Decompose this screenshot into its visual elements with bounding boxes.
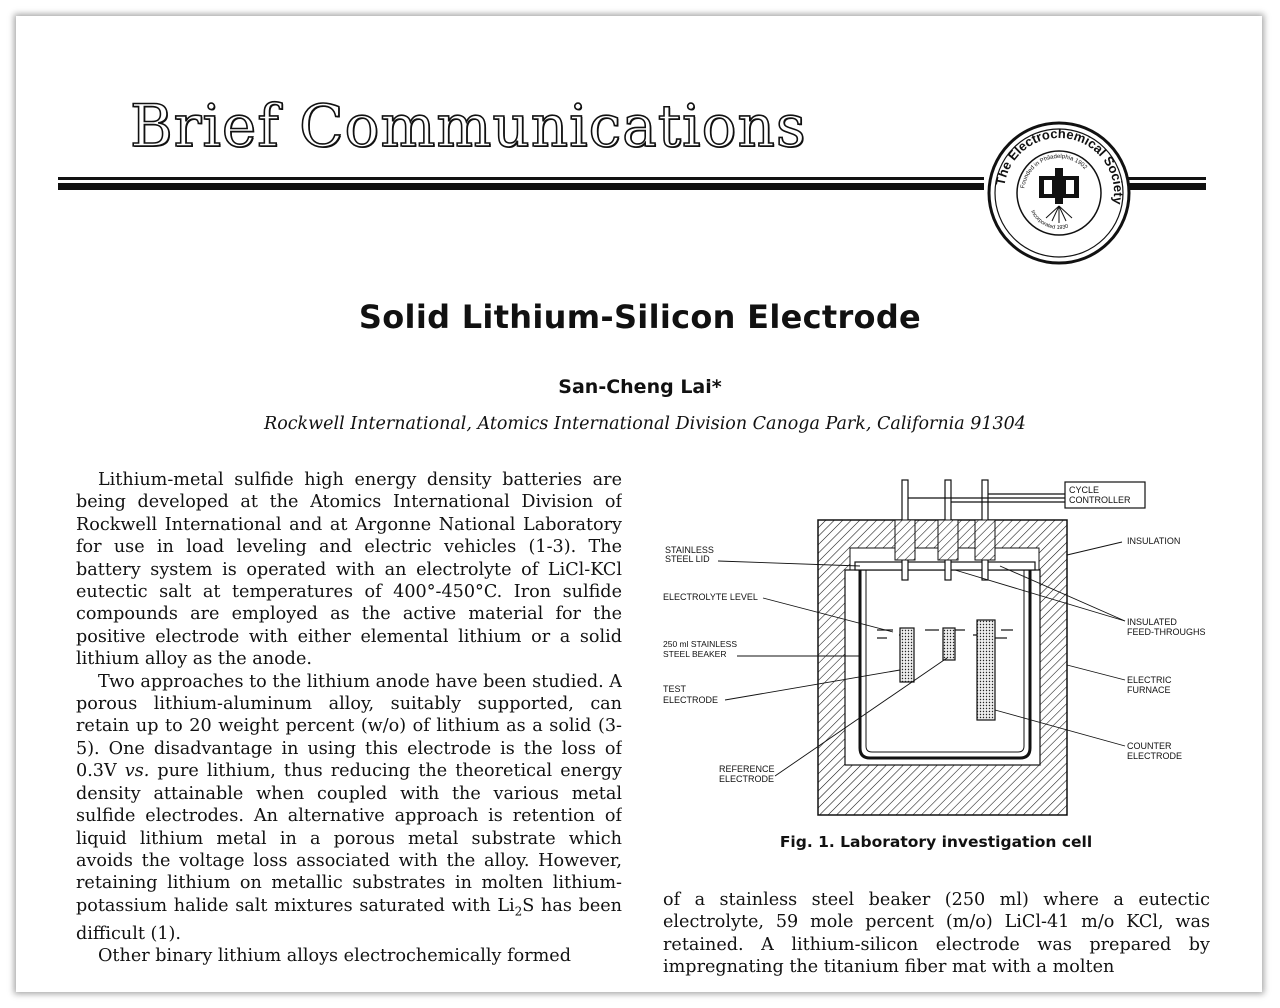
- label-reference-2: ELECTRODE: [719, 774, 775, 784]
- paragraph-right-1: of a stainless steel beaker (250 ml) where a eutectic electrolyte, 59 mole percent (m/o) LiCl-41 m/o KCl, was retained. A lithium-silicon electrode was prepared by impregnating the titanium fiber mat with a molten: [663, 890, 1210, 978]
- label-beaker-2: STEEL BEAKER: [663, 649, 727, 659]
- body-column-right: [663, 889, 1210, 979]
- paragraph-1: Lithium-metal sulfide high energy density batteries are being developed at the Atomics International Division of Rockwell International and at Argonne National Laboratory for use in load leveling and electric vehicles (1-3). The battery system is operated with an electrolyte of LiCl-KCl eutectic salt at temperatures of 400°-450°C. Iron sulfide compounds are employed as the active material for the positive electrode with either elemental lithium or a solid lithium alloy as the anode.: [76, 470, 622, 670]
- label-counter-2: ELECTRODE: [1127, 751, 1183, 761]
- label-feedthroughs-1: INSULATED: [1127, 617, 1177, 627]
- label-beaker-1: 250 ml STAINLESS: [663, 639, 738, 649]
- masthead-rule-thin: [58, 177, 984, 180]
- label-reference-1: REFERENCE: [719, 764, 775, 774]
- author-affiliation: Rockwell International, Atomics International Division Canoga Park, California 91304: [264, 414, 1026, 434]
- figure-caption: Fig. 1. Laboratory investigation cell: [779, 833, 1093, 851]
- figure-laboratory-cell: [655, 470, 1225, 840]
- test-electrode: [900, 628, 914, 682]
- article-title: Solid Lithium-Silicon Electrode: [358, 298, 922, 336]
- label-steel-lid-1: STAINLESS: [665, 545, 714, 555]
- reference-electrode: [943, 628, 955, 660]
- label-counter-1: COUNTER: [1127, 741, 1172, 751]
- label-feedthroughs-2: FEED-THROUGHS: [1127, 627, 1206, 637]
- label-insulation: INSULATION: [1127, 536, 1181, 546]
- seal-inner-bottom-text: Incorporated 1930: [1029, 209, 1070, 232]
- article-author: San-Cheng Lai*: [558, 376, 722, 398]
- masthead-rule-thick: [58, 183, 984, 190]
- cycle-controller-label-1: CYCLE: [1069, 485, 1100, 495]
- label-test-1: TEST: [663, 684, 687, 694]
- seal-inner-top-text: Founded in Philadelphia 1902: [1020, 153, 1088, 189]
- seal-outer-text: The Electrochemical Society: [992, 125, 1127, 206]
- label-furnace-2: FURNACE: [1127, 685, 1171, 695]
- paragraph-2: Two approaches to the lithium anode have been studied. A porous lithium-aluminum alloy, suitably supported, can retain up to 20 weight percent (w/o) of lithium as a solid (3-5). One disadvantage in using this electrode is the loss of 0.3V vs. pure lithium, thus reducing the theoretical energy density attainable when coupled with the various metal sulfide electrodes. An alternative approach is retention of liquid lithium metal in a porous metal substrate which avoids the voltage loss associated with the alloy. However, retaining lithium on metallic substrates in molten lithium-potassium halide salt mixtures saturated with $Li_2S$ has been difficult (1).: [76, 671, 622, 944]
- label-steel-lid-2: STEEL LID: [665, 554, 710, 564]
- electrochemical-society-seal: [984, 118, 1134, 268]
- label-furnace-1: ELECTRIC: [1127, 675, 1172, 685]
- paragraph-3: Other binary lithium alloys electrochemically formed: [98, 946, 571, 967]
- journal-section-masthead: Brief Communications: [130, 92, 807, 160]
- cycle-controller-label-2: CONTROLLER: [1069, 495, 1131, 505]
- counter-electrode: [977, 620, 995, 720]
- label-electrolyte-level: ELECTROLYTE LEVEL: [663, 592, 758, 602]
- body-column-left: [76, 469, 622, 979]
- label-test-2: ELECTRODE: [663, 695, 719, 705]
